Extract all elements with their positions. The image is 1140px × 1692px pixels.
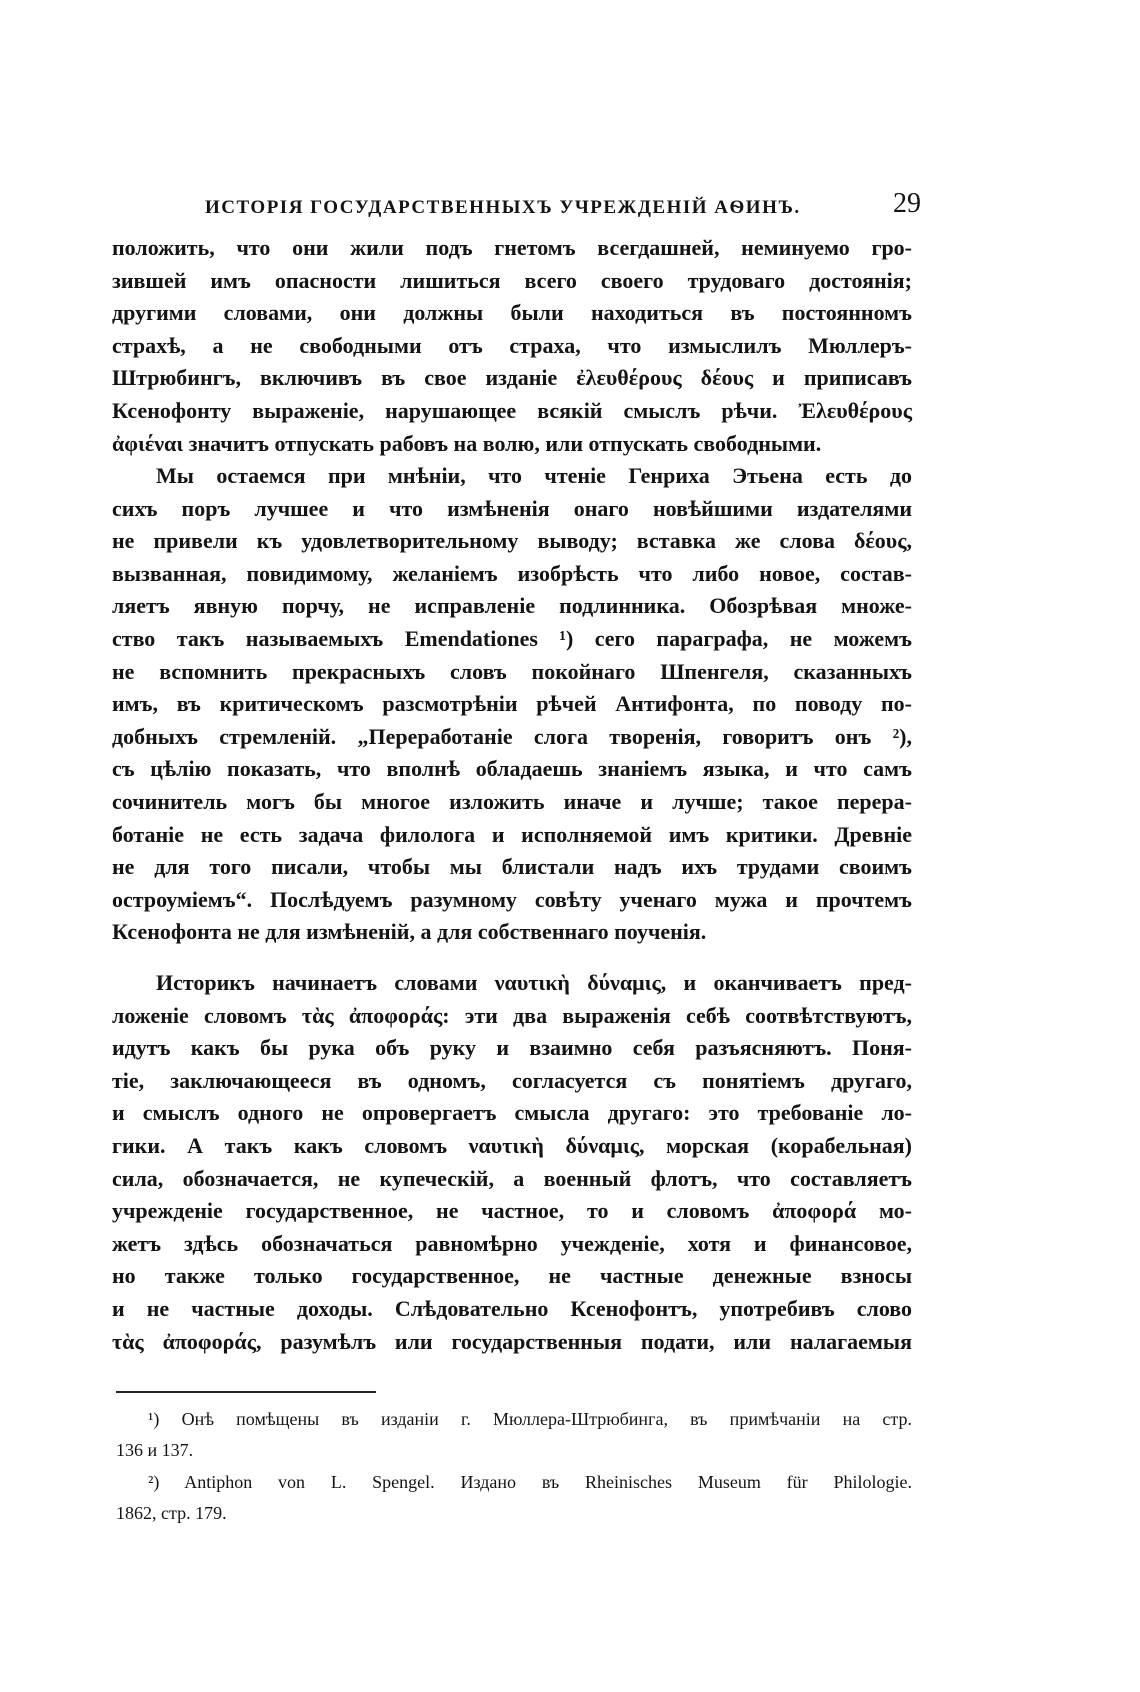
running-title: ИСТОРІЯ ГОСУДАРСТВЕННЫХЪ УЧРЕЖДЕНІЙ АѲИНЪ. <box>205 197 801 218</box>
text-line: сочинитель могъ бы многое изложить иначе и лучше; такое перера- <box>112 788 912 814</box>
text-line: имъ, въ критическомъ разсмотрѣніи рѣчей Антифонта, по поводу по- <box>112 691 912 717</box>
text-line: съ цѣлію показать, что вполнѣ обладаешь знаніемъ языка, и что самъ <box>112 756 912 782</box>
paragraph-3 <box>112 967 912 1358</box>
footnote-line: 1862, стр. 179. <box>116 1503 227 1523</box>
text-line: гики. А такъ какъ словомъ ναυτικὴ δύναμις, морская (корабельная) <box>112 1132 912 1158</box>
text-line: не привели къ удовлетворительному выводу; вставка же слова δέους, <box>112 528 912 554</box>
text-line: Мы остаемся при мнѣніи, что чтеніе Генриха Этьена есть до <box>156 463 912 488</box>
footnote-line: ²) Antiphon von L. Spengel. Издано въ Rheinisches Museum für Philologie. <box>148 1472 912 1492</box>
text-line: сихъ поръ лучшее и что измѣненія онаго новѣйшими издателями <box>112 495 912 521</box>
text-line: Ксенофонта не для измѣненій, а для собственнаго поученія. <box>112 919 707 945</box>
footnote-2 <box>116 1467 912 1529</box>
text-line: не для того писали, чтобы мы блистали надъ ихъ трудами своимъ <box>112 854 912 880</box>
text-line: жетъ здѣсь обозначаться равномѣрно учежденіе, хотя и финансовое, <box>112 1230 912 1256</box>
text-line: τὰς ἀποφοράς, разумѣлъ или государственныя подати, или налагаемыя <box>112 1328 912 1354</box>
text-line: ἀφιέναι значитъ отпускать рабовъ на волю, или отпускать свободными. <box>112 430 822 456</box>
text-line: идутъ какъ бы рука объ руку и взаимно себя разъясняютъ. Поня- <box>112 1035 912 1061</box>
text-line: страхѣ, а не свободными отъ страха, что измыслилъ Мюллеръ- <box>112 332 912 358</box>
paragraph-2 <box>112 460 912 949</box>
text-line: остроуміемъ“. Послѣдуемъ разумному совѣту ученаго мужа и прочтемъ <box>112 886 912 912</box>
text-line: добныхъ стремленій. „Переработаніе слога творенія, говоритъ онъ ²), <box>112 723 912 749</box>
footnote-divider <box>116 1391 376 1393</box>
page-number: 29 <box>893 188 921 219</box>
text-line: зившей имъ опасности лишиться всего своего трудоваго достоянія; <box>112 267 912 293</box>
text-line: тіе, заключающееся въ одномъ, согласуется съ понятіемъ другаго, <box>112 1067 912 1093</box>
text-line: положить, что они жили подъ гнетомъ всегдашней, неминуемо гро- <box>112 235 912 260</box>
text-line: ство такъ называемыхъ Emendationes ¹) сего параграфа, не можемъ <box>112 625 912 651</box>
text-line: учрежденіе государственное, не частное, то и словомъ ἀποφορά мо- <box>112 1198 912 1224</box>
text-line: Ксенофонту выраженіе, нарушающее всякій смыслъ рѣчи. Ἐλευθέρους <box>112 397 912 423</box>
footnote-line: 136 и 137. <box>116 1440 194 1460</box>
text-line: вызванная, повидимому, желаніемъ изобрѣсть что либо новое, состав- <box>112 560 912 586</box>
text-line: и смыслъ одного не опровергаетъ смысла другаго: это требованіе ло- <box>112 1100 912 1126</box>
text-line: и не частные доходы. Слѣдовательно Ксенофонтъ, употребивъ слово <box>112 1295 912 1321</box>
footnote-line: ¹) Онѣ помѣщены въ изданіи г. Мюллера-Штрюбинга, въ примѣчаніи на стр. <box>148 1409 912 1429</box>
paragraph-1 <box>112 232 912 460</box>
text-line: Штрюбингъ, включивъ въ свое изданіе ἐλευθέρους δέους и приписавъ <box>112 365 912 391</box>
text-line: Историкъ начинаетъ словами ναυτικὴ δύναμις, и оканчиваетъ пред- <box>156 970 912 995</box>
text-line: не вспомнить прекрасныхъ словъ покойнаго Шпенгеля, сказанныхъ <box>112 658 912 684</box>
text-line: другими словами, они должны были находиться въ постоянномъ <box>112 300 912 326</box>
text-line: ботаніе не есть задача филолога и исполняемой имъ критики. Древніе <box>112 821 912 847</box>
text-line: ложеніе словомъ τὰς ἀποφοράς: эти два выраженія себѣ соотвѣтствуютъ, <box>112 1002 912 1028</box>
footnote-1 <box>116 1404 912 1466</box>
text-line: ляетъ явную порчу, не исправленіе подлинника. Обозрѣвая множе- <box>112 593 912 619</box>
text-line: сила, обозначается, не купеческій, а военный флотъ, что составляетъ <box>112 1165 912 1191</box>
text-line: но также только государственное, не частные денежные взносы <box>112 1263 912 1289</box>
